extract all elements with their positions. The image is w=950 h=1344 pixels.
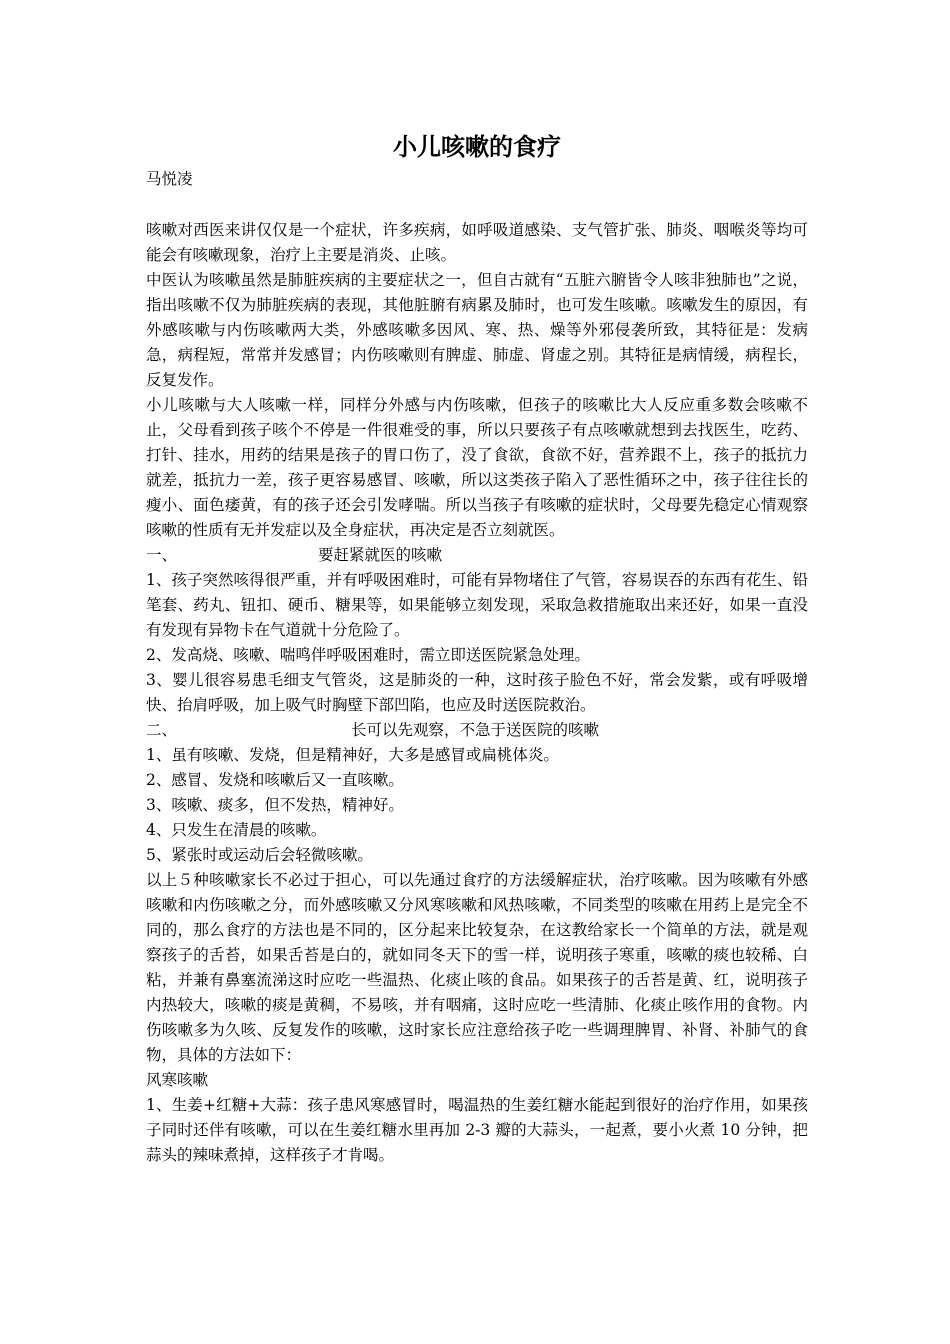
list-item: 2、发高烧、咳嗽、喘鸣伴呼吸困难时，需立即送医院紧急处理。 [146, 646, 590, 664]
summary-paragraph: 以上５种咳嗽家长不必过于担心，可以先通过食疗的方法缓解症状，治疗咳嗽。因为咳嗽有外感咳嗽和内伤咳嗽之分，而外感咳嗽又分风寒咳嗽和风热咳嗽，不同类型的咳嗽在用药上是完全不同的，那么食疗的方法也是不同的，区分起来比较复杂，在这教给家长一个简单的方法，就是观察孩子的舌苔，如果舌苔是白的，就如同冬天下的雪一样，说明孩子寒重，咳嗽的痰也较稀、白粘，并兼有鼻塞流涕这时应吃一些温热、化痰止咳的食品。如果孩子的舌苔是黄、红，说明孩子内热较大，咳嗽的痰是黄稠，不易咳，并有咽痛，这时应吃一些清肺、化痰止咳作用的食物。内伤咳嗽多为久咳、反复发作的咳嗽，这时家长应注意给孩子吃一些调理脾胃、补肾、补肺气的食物，具体的方法如下： [146, 871, 808, 1064]
list-item: 1、生姜+红糖+大蒜：孩子患风寒感冒时，喝温热的生姜红糖水能起到很好的治疗作用，如果孩子同时还伴有咳嗽，可以在生姜红糖水里再加 2-3 瓣的大蒜头，一起煮，要小火煮 10 分钟，把蒜头的辣味煮掉，这样孩子才肯喝。 [146, 1096, 808, 1164]
list-item: 4、只发生在清晨的咳嗽。 [146, 821, 327, 839]
section-heading-2 [146, 718, 808, 743]
section-heading-3: 风寒咳嗽 [146, 1071, 209, 1089]
document-title: 小儿咳嗽的食疗 [393, 133, 561, 161]
intro-paragraph: 咳嗽对西医来讲仅仅是一个症状，许多疾病，如呼吸道感染、支气管扩张、肺炎、咽喉炎等均可能会有咳嗽现象，治疗上主要是消炎、止咳。 [146, 221, 808, 264]
document-author: 马悦凌 [146, 170, 193, 188]
list-item: 2、感冒、发烧和咳嗽后又一直咳嗽。 [146, 771, 404, 789]
section-number: 一、 [146, 546, 178, 564]
list-item: 5、紧张时或运动后会轻微咳嗽。 [146, 846, 373, 864]
list-item: 3、咳嗽、痰多，但不发热，精神好。 [146, 796, 404, 814]
intro-paragraph: 小儿咳嗽与大人咳嗽一样，同样分外感与内伤咳嗽，但孩子的咳嗽比大人反应重多数会咳嗽不止，父母看到孩子咳个不停是一件很难受的事，所以只要孩子有点咳嗽就想到去找医生，吃药、打针、挂水，用药的结果是孩子的胃口伤了，没了食欲，食欲不好，营养跟不上，孩子的抵抗力就差，抵抗力一差，孩子更容易感冒、咳嗽，所以这类孩子陷入了恶性循环之中，孩子往往长的瘦小、面色痿黄，有的孩子还会引发哮喘。所以当孩子有咳嗽的症状时，父母要先稳定心情观察咳嗽的性质有无并发症以及全身症状，再决定是否立刻就医。 [146, 396, 808, 539]
intro-paragraph: 中医认为咳嗽虽然是肺脏疾病的主要症状之一，但自古就有“五脏六腑皆令人咳非独肺也”之说，指出咳嗽不仅为肺脏疾病的表现，其他脏腑有病累及肺时，也可发生咳嗽。咳嗽发生的原因，有外感咳嗽与内伤咳嗽两大类，外感咳嗽多因风、寒、热、燥等外邪侵袭所致，其特征是：发病急，病程短，常常并发感冒；内伤咳嗽则有脾虚、肺虚、肾虚之别。其特征是病情缓，病程长，反复发作。 [146, 271, 808, 389]
document-page [146, 130, 808, 1168]
list-item: 3、婴儿很容易患毛细支气管炎，这是肺炎的一种，这时孩子脸色不好，常会发紫，或有呼吸增快、抬肩呼吸，加上吸气时胸壁下部凹陷，也应及时送医院救治。 [146, 671, 808, 714]
section-title: 长可以先观察，不急于送医院的咳嗽 [351, 721, 600, 739]
list-item: 1、孩子突然咳得很严重，并有呼吸困难时，可能有异物堵住了气管，容易误吞的东西有花生、铅笔套、药丸、钮扣、硬币、糖果等，如果能够立刻发现，采取急救措施取出来还好，如果一直没有发现有异物卡在气道就十分危险了。 [146, 571, 808, 639]
list-item: 1、虽有咳嗽、发烧，但是精神好，大多是感冒或扁桃体炎。 [146, 746, 559, 764]
section-heading-1 [146, 543, 808, 568]
section-number: 二、 [146, 721, 178, 739]
section-title: 要赶紧就医的咳嗽 [318, 546, 443, 564]
